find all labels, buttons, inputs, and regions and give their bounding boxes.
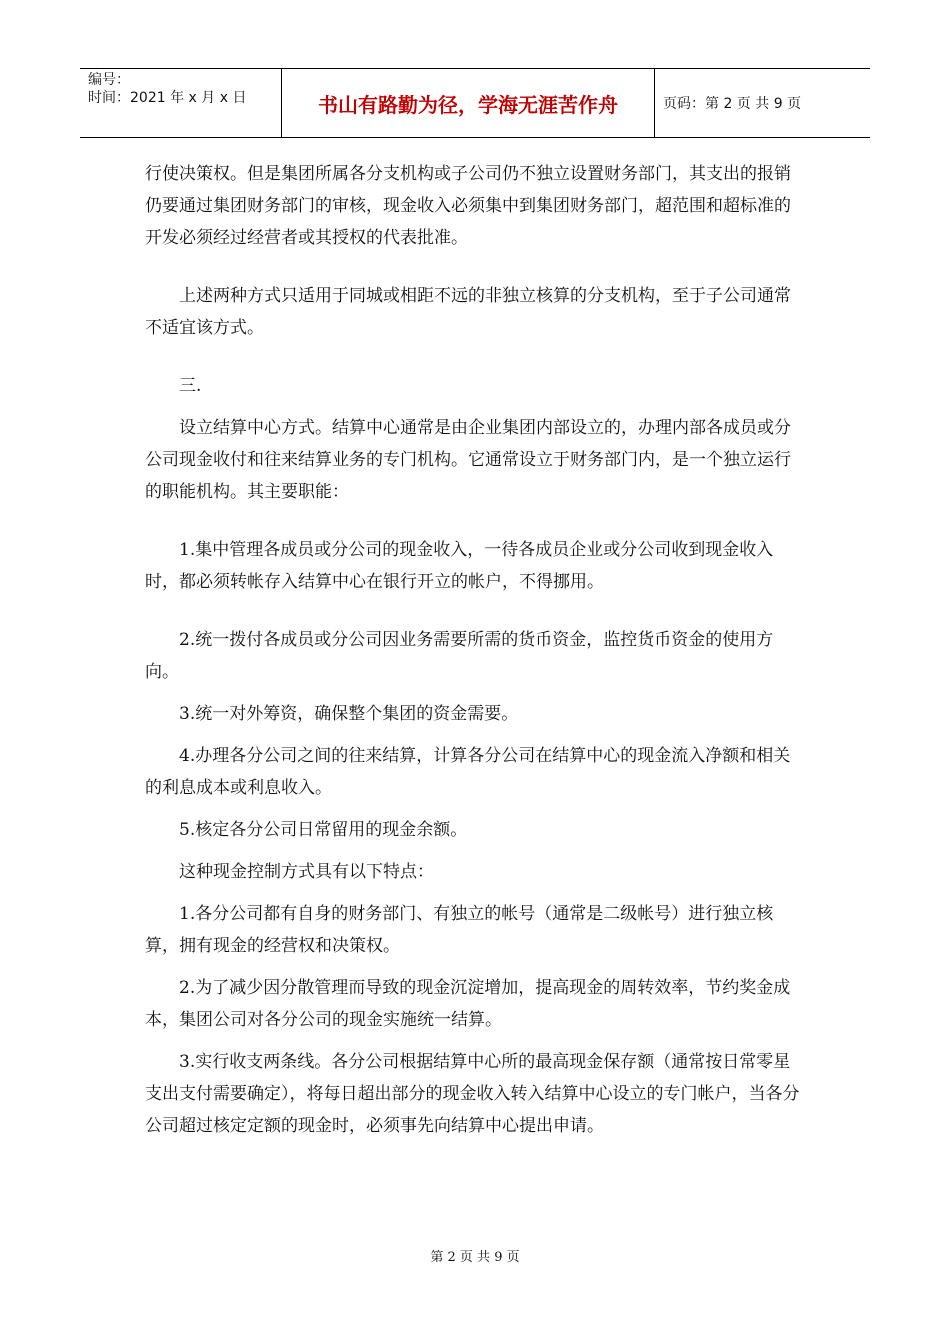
document-number-label: 编号： bbox=[88, 72, 130, 88]
list-item: 2.统一拨付各成员或分公司因业务需要所需的货币资金，监控货币资金的使用方向。 bbox=[145, 630, 774, 682]
document-body bbox=[145, 158, 805, 1142]
page-footer: 第 2 页 共 9 页 bbox=[430, 1250, 520, 1265]
section-number: 三. bbox=[179, 376, 202, 396]
paragraph: 设立结算中心方式。结算中心通常是由企业集团内部设立的，办理内部各成员或分公司现金收付和往来结算业务的专门机构。它通常设立于财务部门内，是一个独立运行的职能机构。其主要职能： bbox=[145, 418, 791, 502]
header-meta-cell bbox=[80, 69, 282, 137]
document-date: 时间：2021 年 x 月 x 日 bbox=[88, 90, 247, 106]
list-item: 5.核定各分公司日常留用的现金余额。 bbox=[179, 820, 468, 840]
list-item: 1.集中管理各成员或分公司的现金收入，一待各成员企业或分公司收到现金收入时，都必须转帐存入结算中心在银行开立的帐户，不得挪用。 bbox=[145, 540, 774, 592]
list-item: 3.实行收支两条线。各分公司根据结算中心所的最高现金保存额（通常按日常零星支出支付需要确定），将每日超出部分的现金收入转入结算中心设立的专门帐户，当各分公司超过核定定额的现金时，必须事先向结算中心提出申请。 bbox=[145, 1052, 800, 1136]
paragraph: 这种现金控制方式具有以下特点： bbox=[179, 862, 434, 882]
header-page-info: 页码：第 2 页 共 9 页 bbox=[663, 96, 802, 112]
list-item: 2.为了减少因分散管理而导致的现金沉淀增加，提高现金的周转效率，节约奖金成本，集团公司对各分公司的现金实施统一结算。 bbox=[145, 978, 791, 1030]
document-header bbox=[80, 68, 870, 138]
list-item: 1.各分公司都有自身的财务部门、有独立的帐号（通常是二级帐号）进行独立核算，拥有现金的经营权和决策权。 bbox=[145, 904, 774, 956]
paragraph: 行使决策权。但是集团所属各分支机构或子公司仍不独立设置财务部门，其支出的报销仍要通过集团财务部门的审核，现金收入必须集中到集团财务部门，超范围和超标准的开发必须经过经营者或其授权的代表批准。 bbox=[145, 164, 791, 248]
header-motto: 书山有路勤为径，学海无涯苦作舟 bbox=[282, 69, 655, 137]
list-item: 4.办理各分公司之间的往来结算，计算各分公司在结算中心的现金流入净额和相关的利息成本或利息收入。 bbox=[145, 746, 791, 798]
paragraph: 上述两种方式只适用于同城或相距不远的非独立核算的分支机构，至于子公司通常不适宜该方式。 bbox=[145, 286, 791, 338]
list-item: 3.统一对外筹资，确保整个集团的资金需要。 bbox=[179, 704, 519, 724]
